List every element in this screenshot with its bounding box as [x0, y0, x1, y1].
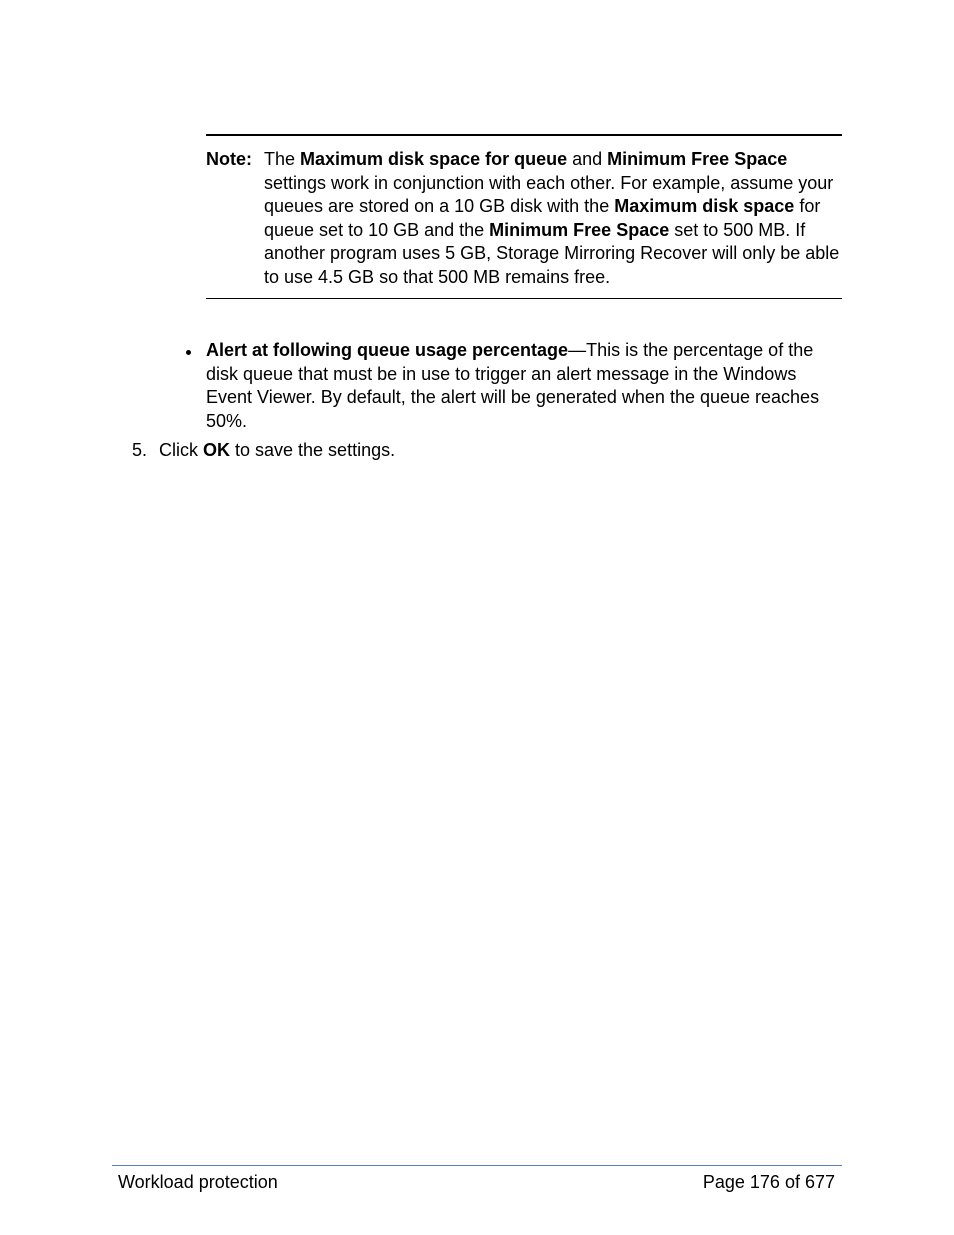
- note-bold-min-free-space-2: Minimum Free Space: [489, 219, 670, 240]
- note-box: [206, 134, 842, 299]
- step-number: 5.: [132, 440, 148, 460]
- step-5: [132, 439, 395, 463]
- step-bold-ok: OK: [203, 440, 230, 460]
- bullet-icon: [186, 350, 191, 355]
- note-text-5: set to 500 MB. If another program uses 5 GB, Storage Mirroring Recover will only be able to use 4.5 GB so that 500 MB remains free.: [264, 219, 840, 287]
- note-bold-max-disk-space-2: Maximum disk space: [614, 196, 795, 216]
- step-text-2: to save the settings.: [230, 440, 396, 460]
- footer-page-number: Page 176 of 677: [702, 1172, 835, 1192]
- bullet-term: Alert at following queue usage percentage: [206, 340, 569, 360]
- note-text-1: The: [264, 149, 301, 169]
- bullet-description: —This is the percentage of the disk queue that must be in use to trigger an alert message in the Windows Event Viewer. By default, the alert will be generated when the queue reaches 50%.: [206, 340, 820, 431]
- note-text-3: settings work in conjunction with each other. For example, assume your queues are stored on a 10 GB disk with the: [264, 172, 834, 216]
- note-bold-max-disk-space: Maximum disk space for queue: [300, 149, 568, 169]
- bullet-alert-percentage: [206, 339, 846, 433]
- note-text: [264, 148, 844, 289]
- note-text-4: for queue set to 10 GB and the: [264, 196, 821, 240]
- step-text-1: Click: [159, 440, 203, 460]
- footer-divider: [112, 1165, 842, 1166]
- note-bold-min-free-space: Minimum Free Space: [607, 149, 788, 169]
- footer-section-title: Workload protection: [118, 1172, 278, 1192]
- note-label: Note:: [206, 149, 252, 169]
- note-text-2: and: [567, 149, 608, 169]
